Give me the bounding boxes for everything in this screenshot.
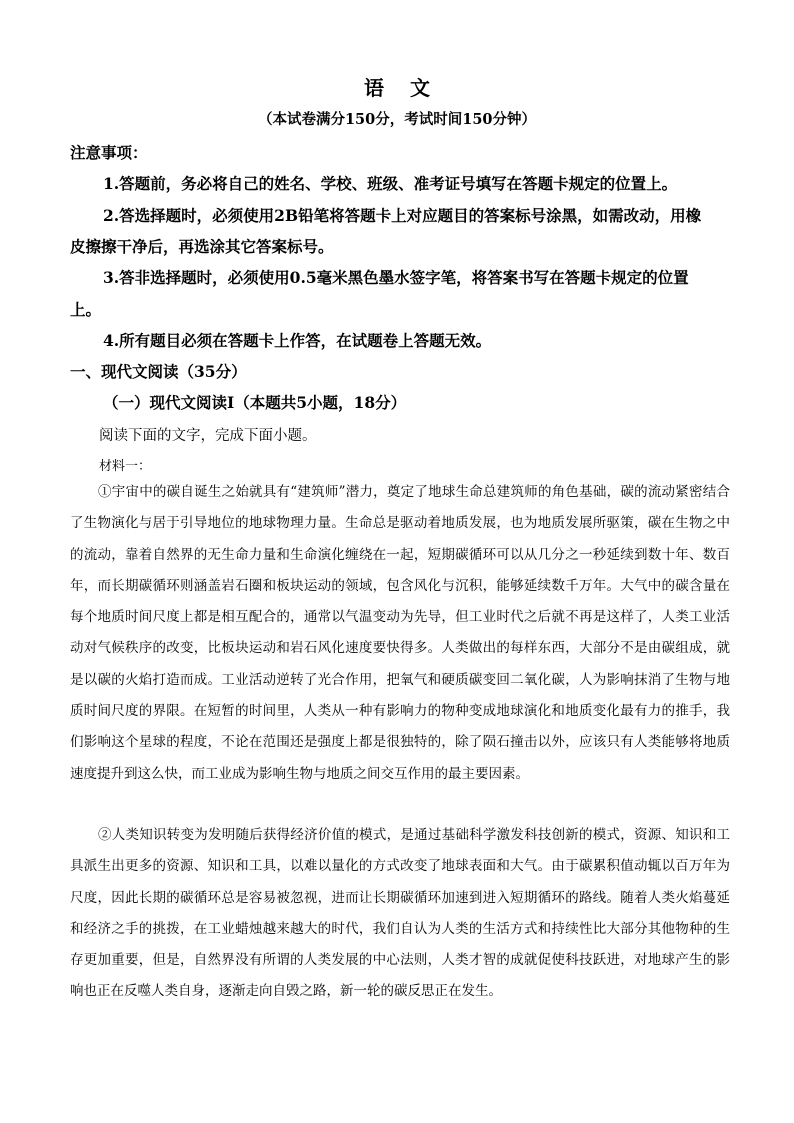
title-char-2: 文 bbox=[410, 76, 430, 100]
notice-item-2-line-2: 皮擦擦干净后，再选涂其它答案标号。 bbox=[70, 237, 334, 256]
title-char-1: 语 bbox=[364, 76, 384, 100]
subsection-heading: （一）现代文阅读Ⅰ（本题共5小题，18分） bbox=[103, 393, 407, 412]
page-title bbox=[0, 72, 794, 101]
notice-item-4: 4.所有题目必须在答题卡上作答，在试题卷上答题无效。 bbox=[103, 331, 492, 350]
paragraph-2: ②人类知识转变为发明随后获得经济价值的模式，是通过基础科学激发科技创新的模式，资源、知识和工具派生出更多的资源、知识和工具，以难以量化的方式改变了地球表面和大气。由于碳累积值动辄以百万年为尺度，因此长期的碳循环总是容易被忽视，进而让长期碳循环加速到进入短期循环的路线。随着人类火焰蔓延和经济之手的挑拨，在工业蜡烛越来越大的时代，我们自认为人类的生活方式和持续性比大部分其他物种的生存更加重要，但是，自然界没有所谓的人类发展的中心法则，人类才智的成就促使科技跃进，对地球产生的影响也正在反噬人类自身，逐渐走向自毁之路，新一轮的碳反思正在发生。 bbox=[70, 827, 730, 1000]
notice-item-2-line-1: 2.答选择题时，必须使用2B铅笔将答题卡上对应题目的答案标号涂黑，如需改动，用橡 bbox=[103, 206, 702, 225]
notice-item-3-line-2: 上。 bbox=[70, 300, 102, 319]
material-label: 材料一： bbox=[99, 459, 152, 474]
paragraph-1: ①宇宙中的碳自诞生之始就具有“建筑师”潜力，奠定了地球生命总建筑师的角色基础，碳的流动紧密结合了生物演化与居于引导地位的地球物理力量。生命总是驱动着地质发展，也为地质发展所驱策，碳在生物之中的流动，靠着自然界的无生命力量和生命演化缠绕在一起，短期碳循环可以从几分之一秒延续到数十年、数百年，而长期碳循环则涵盖岩石圈和板块运动的领域，包含风化与沉积，能够延续数千万年。大气中的碳含量在每个地质时间尺度上都是相互配合的，通常以气温变动为先导，但工业时代之后就不再是这样了，人类工业活动对气候秩序的改变，比板块运动和岩石风化速度要快得多。人类做出的每样东西，大部分不是由碳组成，就是以碳的火焰打造而成。工业活动逆转了光合作用，把氧气和硬质碳变回二氧化碳，人为影响抹消了生物与地质时间尺度的界限。在短暂的时间里，人类从一种有影响力的物种变成地球演化和地质变化最有力的推手，我们影响这个星球的程度，不论在范围还是强度上都是很独特的，除了陨石撞击以外，应该只有人类能够将地质速度提升到这么快，而工业成为影响生物与地质之间交互作用的最主要因素。 bbox=[70, 484, 730, 782]
notice-heading: 注意事项： bbox=[70, 143, 148, 162]
notice-item-1: 1.答题前，务必将自己的姓名、学校、班级、准考证号填写在答题卡规定的位置上。 bbox=[103, 174, 678, 193]
notice-item-3-line-1: 3.答非选择题时，必须使用0.5毫米黑色墨水签字笔，将答案书写在答题卡规定的位置 bbox=[103, 268, 689, 287]
reading-instruction: 阅读下面的文字，完成下面小题。 bbox=[99, 428, 317, 444]
exam-subtitle: （本试卷满分150分，考试时间150分钟） bbox=[257, 111, 537, 128]
section-heading: 一、现代文阅读（35分） bbox=[70, 362, 247, 381]
